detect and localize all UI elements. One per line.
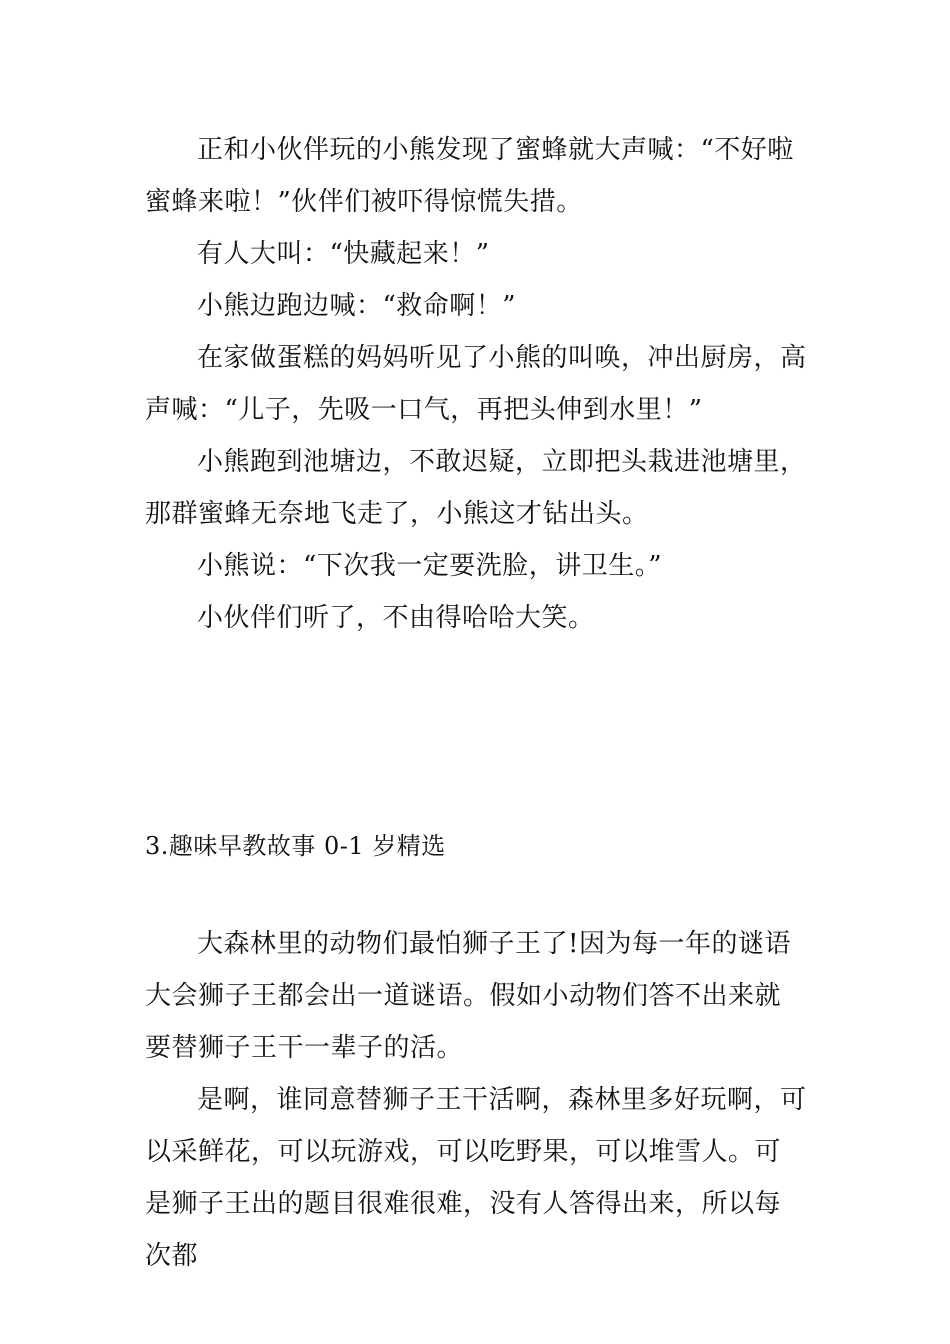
paragraph: 小伙伴们听了，不由得哈哈大笑。 [197, 603, 595, 633]
paragraph: 有人大叫：“快藏起来！” [197, 239, 490, 269]
paragraph: 大森林里的动物们最怕狮子王了!因为每一年的谜语大会狮子王都会出一道谜语。假如小动物们答不出来就要替狮子王干一辈子的活。 [145, 929, 791, 1063]
paragraph: 是啊，谁同意替狮子王干活啊，森林里多好玩啊，可以采鲜花，可以玩游戏，可以吃野果，可以堆雪人。可是狮子王出的题目很难很难，没有人答得出来，所以每次都 [145, 1085, 807, 1271]
story-section-1 [145, 124, 807, 644]
paragraph: 小熊边跑边喊：“救命啊！” [197, 291, 517, 321]
paragraph: 正和小伙伴玩的小熊发现了蜜蜂就大声喊：“不好啦蜜蜂来啦！”伙伴们被吓得惊慌失措。 [145, 135, 794, 217]
paragraph: 在家做蛋糕的妈妈听见了小熊的叫唤，冲出厨房，高声喊：“儿子，先吸一口气，再把头伸到水里！” [145, 343, 807, 425]
paragraph: 小熊跑到池塘边，不敢迟疑，立即把头栽进池塘里，那群蜜蜂无奈地飞走了，小熊这才钻出头。 [145, 447, 807, 529]
story-section-2 [145, 918, 807, 1282]
section-heading: 3.趣味早教故事 0-1 岁精选 [145, 832, 446, 860]
paragraph: 小熊说：“下次我一定要洗脸，讲卫生。” [197, 551, 663, 581]
